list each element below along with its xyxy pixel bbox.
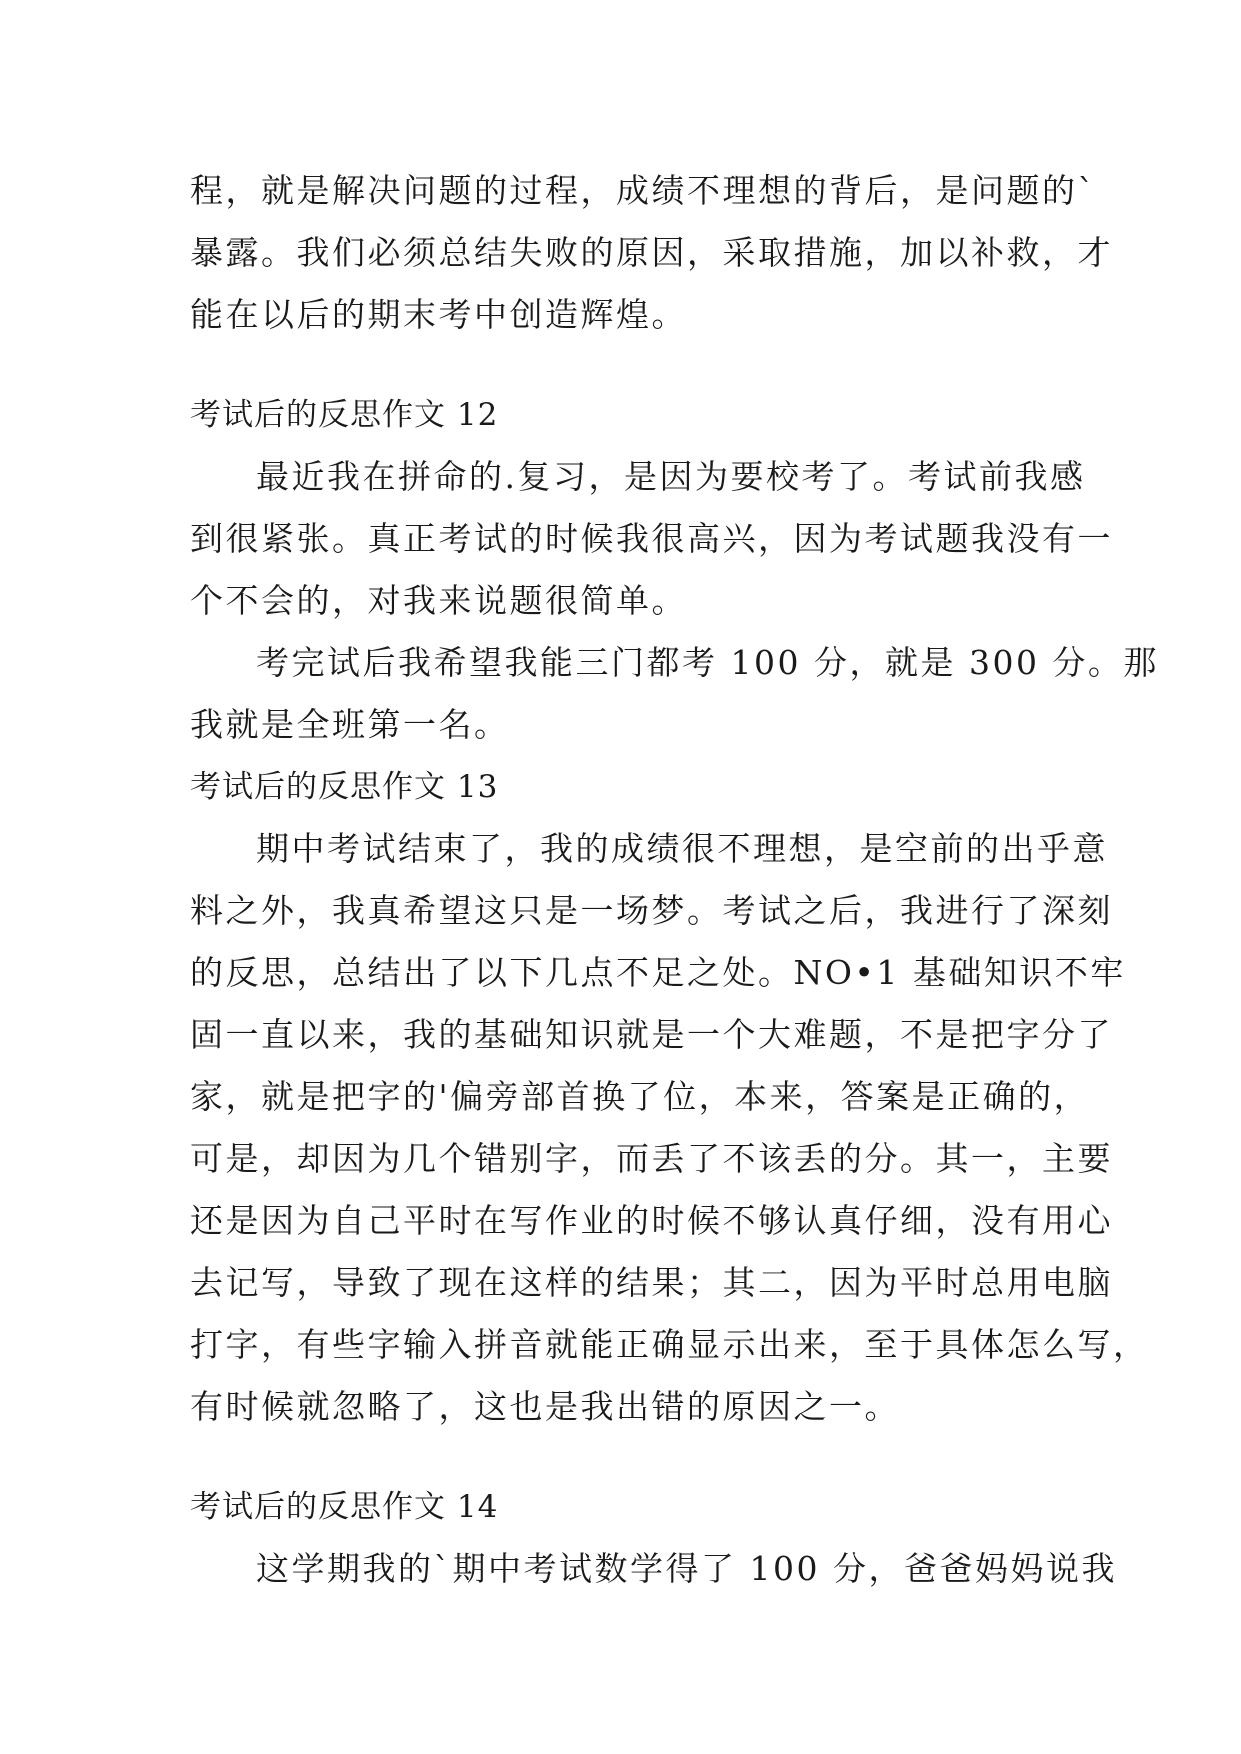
essay-heading-13: 考试后的反思作文 13 [190, 769, 499, 805]
intro-paragraph [190, 160, 1113, 346]
text-line: 暴露。我们必须总结失败的原因，采取措施，加以补救，才 [190, 233, 1113, 272]
text-line: 程，就是解决问题的过程，成绩不理想的背后，是问题的` [190, 171, 1097, 210]
text-line: 到很紧张。真正考试的时候我很高兴，因为考试题我没有一 [190, 519, 1113, 558]
text-line: 料之外，我真希望这只是一场梦。考试之后，我进行了深刻 [190, 891, 1113, 930]
essay-heading-12: 考试后的反思作文 12 [190, 397, 499, 433]
text-line: 考完试后我希望我能三门都考 100 分，就是 300 分。那 [256, 643, 1159, 682]
essay-12-paragraph-1 [190, 446, 1113, 632]
essay-12-paragraph-2 [190, 632, 1159, 756]
text-line: 打字，有些字输入拼音就能正确显示出来，至于具体怎么写， [190, 1325, 1149, 1364]
text-line: 可是，却因为几个错别字，而丢了不该丢的分。其一，主要 [190, 1139, 1113, 1178]
text-line: 我就是全班第一名。 [190, 705, 510, 744]
essay-14-paragraph-1 [190, 1538, 1117, 1600]
text-line: 这学期我的`期中考试数学得了 100 分，爸爸妈妈说我 [256, 1549, 1117, 1588]
essay-heading-14: 考试后的反思作文 14 [190, 1489, 499, 1525]
text-line: 有时候就忽略了，这也是我出错的原因之一。 [190, 1387, 900, 1426]
text-line: 家，就是把字的'偏旁部首换了位，本来，答案是正确的， [190, 1077, 1090, 1116]
essay-13-paragraph-1 [190, 818, 1149, 1438]
text-line: 期中考试结束了，我的成绩很不理想，是空前的出乎意 [256, 829, 1108, 868]
document-page [190, 160, 1159, 1600]
text-line: 的反思，总结出了以下几点不足之处。NO•1 基础知识不牢 [190, 953, 1126, 992]
text-line: 还是因为自己平时在写作业的时候不够认真仔细，没有用心 [190, 1201, 1113, 1240]
text-line: 能在以后的期末考中创造辉煌。 [190, 295, 687, 334]
text-line: 最近我在拼命的.复习，是因为要校考了。考试前我感 [256, 457, 1086, 496]
text-line: 个不会的，对我来说题很简单。 [190, 581, 687, 620]
text-line: 去记写，导致了现在这样的结果；其二，因为平时总用电脑 [190, 1263, 1113, 1302]
text-line: 固一直以来，我的基础知识就是一个大难题，不是把字分了 [190, 1015, 1113, 1054]
